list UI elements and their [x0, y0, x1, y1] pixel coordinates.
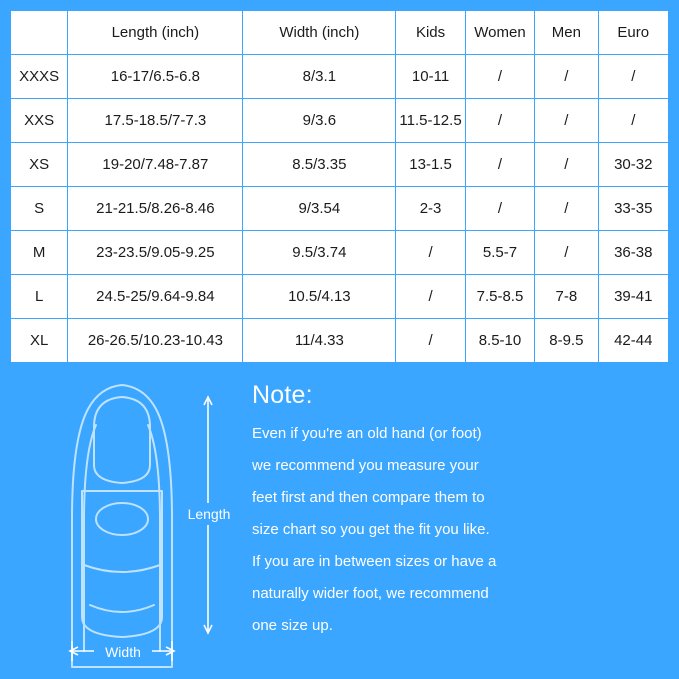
swim-fin-icon: [12, 369, 248, 669]
table-row: [11, 143, 669, 187]
table-row: [11, 231, 669, 275]
cell-kids: /: [396, 275, 465, 319]
table-row: [11, 187, 669, 231]
cell-length: 16-17/6.5-6.8: [68, 55, 243, 99]
cell-euro: 33-35: [598, 187, 668, 231]
cell-length: 24.5-25/9.64-9.84: [68, 275, 243, 319]
cell-men: /: [535, 143, 598, 187]
note-line: size chart so you get the fit you like.: [252, 521, 490, 538]
header-cell-size: [11, 11, 68, 55]
cell-width: 9/3.6: [243, 99, 396, 143]
cell-women: /: [465, 55, 534, 99]
header-cell-women: Women: [465, 11, 534, 55]
cell-size: L: [11, 275, 68, 319]
cell-euro: 42-44: [598, 319, 668, 363]
cell-women: /: [465, 143, 534, 187]
header-cell-kids: Kids: [396, 11, 465, 55]
cell-men: 8-9.5: [535, 319, 598, 363]
cell-length: 17.5-18.5/7-7.3: [68, 99, 243, 143]
cell-women: 7.5-8.5: [465, 275, 534, 319]
table-row: [11, 99, 669, 143]
cell-euro: /: [598, 99, 668, 143]
note-line: If you are in between sizes or have a: [252, 553, 497, 570]
header-cell-men: Men: [535, 11, 598, 55]
note-line: Even if you're an old hand (or foot): [252, 425, 482, 442]
cell-men: /: [535, 99, 598, 143]
cell-men: /: [535, 187, 598, 231]
note-line: feet first and then compare them to: [252, 489, 485, 506]
cell-width: 11/4.33: [243, 319, 396, 363]
note-title: Note:: [252, 381, 313, 409]
note-line: we recommend you measure your: [252, 457, 479, 474]
size-chart-table: [10, 10, 669, 363]
cell-euro: 30-32: [598, 143, 668, 187]
cell-size: XXXS: [11, 55, 68, 99]
fin-diagram: [12, 369, 248, 669]
cell-width: 10.5/4.13: [243, 275, 396, 319]
cell-kids: 2-3: [396, 187, 465, 231]
header-cell-width: Width (inch): [243, 11, 396, 55]
cell-men: 7-8: [535, 275, 598, 319]
cell-width: 9/3.54: [243, 187, 396, 231]
note-line: naturally wider foot, we recommend: [252, 585, 489, 602]
bottom-section: [0, 369, 679, 679]
header-cell-euro: Euro: [598, 11, 668, 55]
cell-kids: /: [396, 231, 465, 275]
cell-women: 5.5-7: [465, 231, 534, 275]
cell-euro: 39-41: [598, 275, 668, 319]
cell-kids: 13-1.5: [396, 143, 465, 187]
length-dimension-label: Length: [187, 506, 231, 522]
table-row: [11, 319, 669, 363]
cell-width: 9.5/3.74: [243, 231, 396, 275]
table-row: [11, 55, 669, 99]
cell-euro: /: [598, 55, 668, 99]
cell-size: XS: [11, 143, 68, 187]
cell-kids: /: [396, 319, 465, 363]
cell-length: 19-20/7.48-7.87: [68, 143, 243, 187]
cell-women: 8.5-10: [465, 319, 534, 363]
cell-size: S: [11, 187, 68, 231]
width-dimension-label: Width: [105, 644, 141, 660]
cell-size: XXS: [11, 99, 68, 143]
note-block: [248, 369, 679, 642]
cell-women: /: [465, 99, 534, 143]
cell-men: /: [535, 231, 598, 275]
note-line: one size up.: [252, 617, 333, 634]
cell-kids: 11.5-12.5: [396, 99, 465, 143]
cell-kids: 10-11: [396, 55, 465, 99]
cell-width: 8.5/3.35: [243, 143, 396, 187]
cell-length: 26-26.5/10.23-10.43: [68, 319, 243, 363]
table-header-row: [11, 11, 669, 55]
header-cell-length: Length (inch): [68, 11, 243, 55]
cell-euro: 36-38: [598, 231, 668, 275]
cell-length: 21-21.5/8.26-8.46: [68, 187, 243, 231]
cell-women: /: [465, 187, 534, 231]
cell-width: 8/3.1: [243, 55, 396, 99]
cell-men: /: [535, 55, 598, 99]
table-row: [11, 275, 669, 319]
cell-length: 23-23.5/9.05-9.25: [68, 231, 243, 275]
cell-size: M: [11, 231, 68, 275]
cell-size: XL: [11, 319, 68, 363]
